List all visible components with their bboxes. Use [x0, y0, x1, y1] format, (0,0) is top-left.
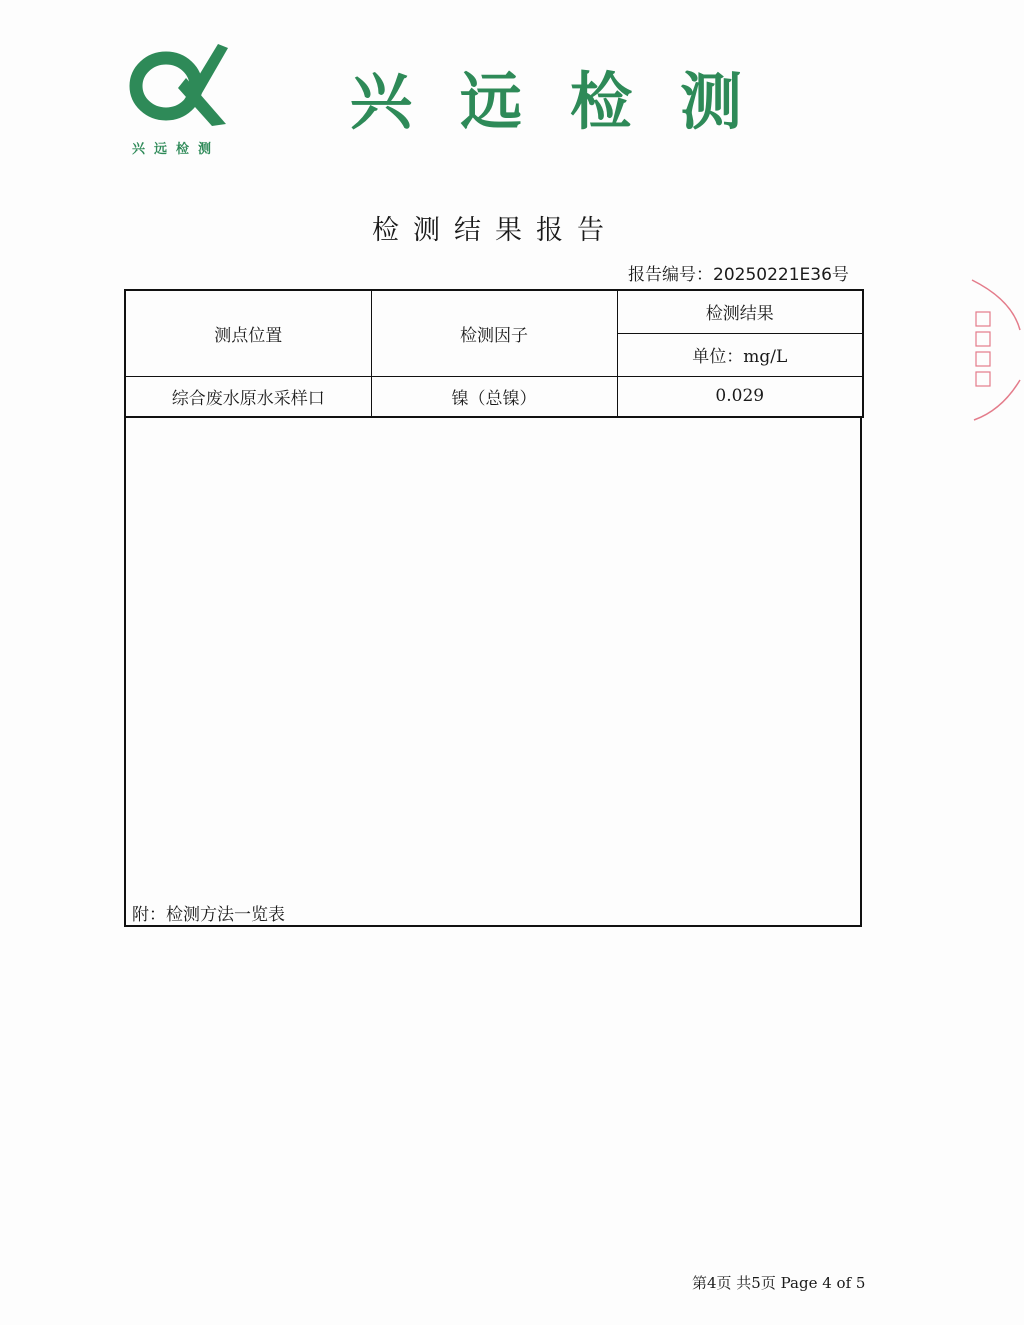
- table-row: [125, 376, 863, 417]
- header-factor: 检测因子: [371, 290, 617, 376]
- row-factor: 镍（总镍）: [371, 376, 617, 417]
- page-footer: 第4页 共5页 Page 4 of 5: [692, 1274, 866, 1292]
- header-result: 检测结果: [617, 290, 863, 333]
- seal-stamp: [962, 270, 1022, 440]
- row-result: 0.029: [617, 376, 863, 417]
- document-title: 检测结果报告: [372, 215, 618, 246]
- appendix-note: 附：检测方法一览表: [132, 905, 285, 925]
- header-location: 测点位置: [125, 290, 371, 376]
- logo-mark-icon: [128, 38, 232, 128]
- logo-caption: 兴远检测: [132, 142, 221, 157]
- row-location: 综合废水原水采样口: [125, 376, 371, 417]
- results-table: [124, 289, 864, 418]
- header-unit: 单位：mg/L: [617, 333, 863, 376]
- brand-name: 兴远检测: [350, 65, 791, 138]
- report-number: 报告编号：20250221E36号: [628, 265, 849, 285]
- company-logo: [128, 38, 238, 158]
- blank-area: [124, 417, 862, 927]
